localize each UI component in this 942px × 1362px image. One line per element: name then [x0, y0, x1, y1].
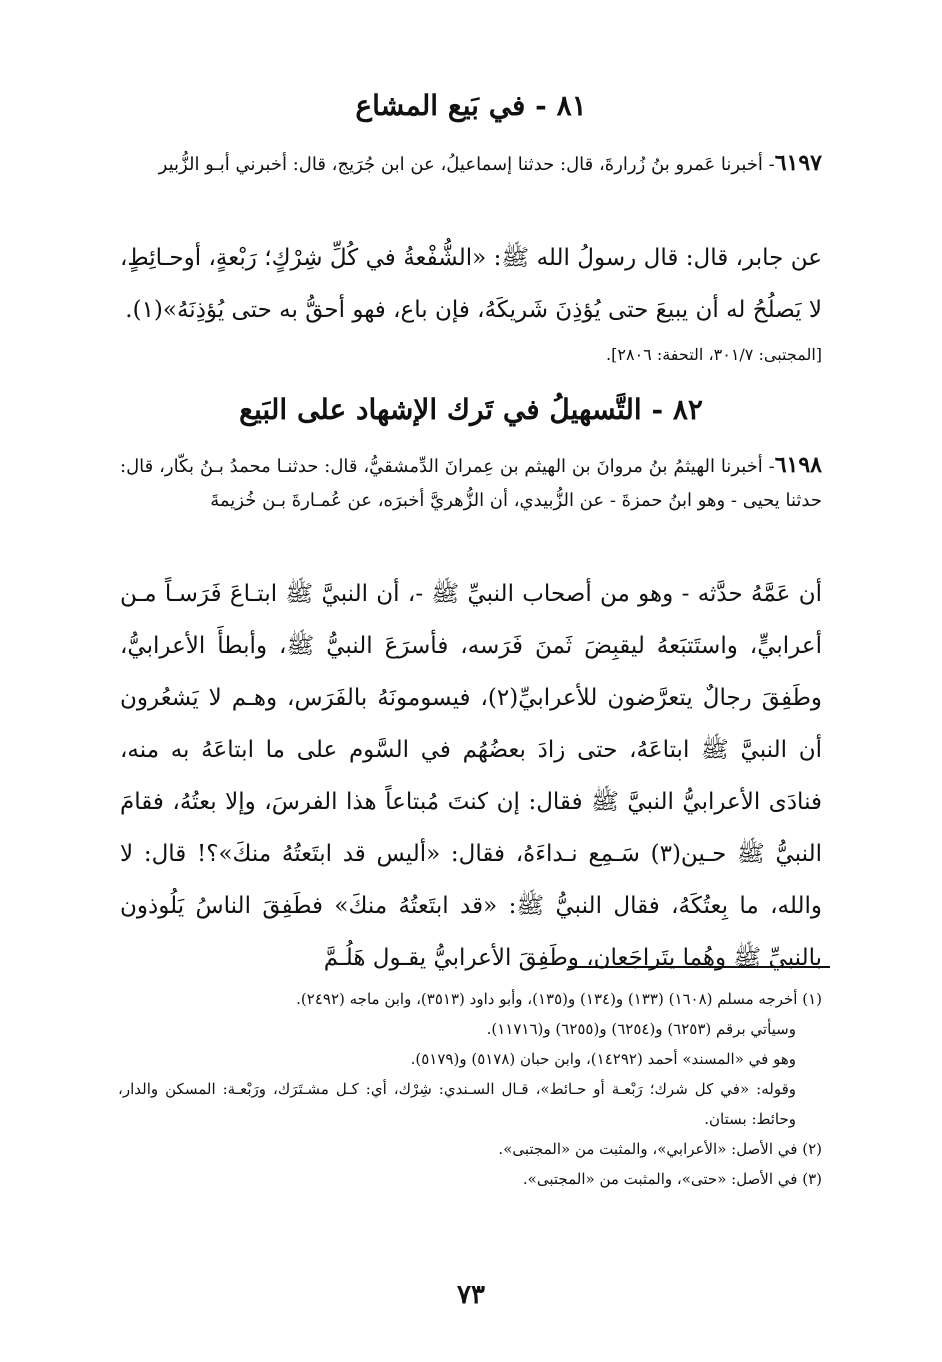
footnote-1-continued: وسيأتي برقم (٦٢٥٣) و(٦٢٥٤) و(٦٢٥٥) و(١١٧١٦).	[486, 1020, 796, 1038]
hadith-number: ٦١٩٨	[774, 452, 822, 478]
isnad-text: - أخبرنا الهيثمُ بنُ مروانَ بن الهيثم بن عِمرانَ الدِّمشقيُّ، قال: حدثنـا محمدُ بـنُ بكّار، قال: حدثنا يحيى - وهو ابنُ حمزةَ - عن الزُّبيدي، أن الزُّهريَّ أخبرَه، عن عُمـارةَ بـن خُزيمةَ	[120, 456, 822, 511]
footnote-1: (١) أخرجه مسلم (١٦٠٨) (١٣٣) و(١٣٤) و(١٣٥)، وأبو داود (٣٥١٣)، وابن ماجه (٢٤٩٢).	[296, 990, 822, 1008]
footnote-1-continued: وهو في «المسند» أحمد (١٤٢٩٢)، وابن حبان (٥١٧٨) و(٥١٧٩).	[410, 1050, 796, 1068]
footnotes	[118, 984, 822, 1194]
hadith-6198-matn: أن عَمَّهُ حدَّثه - وهو من أصحاب النبيِّ ﷺ -، أن النبيَّ ﷺ ابتـاعَ فَرَسـاً مـن أعرابيٍّ، واستَتبَعهُ ليقبِضَ ثَمنَ فَرَسه، فأسرَعَ النبيُّ ﷺ، وأبطأَ الأعرابيُّ، وطَفِقَ رجالٌ يتعرَّضون للأعرابيِّ(٢)، فيسومونَهُ بالفَرَس، وهـم لا يَشعُرون أن النبيَّ ﷺ ابتاعَهُ، حتى زادَ بعضُهُم في السَّوم على ما ابتاعَهُ به منه، فنادَى الأعرابيُّ النبيَّ ﷺ فقال: إن كنتَ مُبتاعاً هذا الفرسَ، وإلا بعتُهُ، فقامَ النبيُّ ﷺ حـين(٣) سَـمِع نـداءَهُ، فقال: «أليس قد ابتَعتُهُ منكَ»؟! قال: لا والله، ما بِعتُكَهُ، فقال النبيُّ ﷺ: «قد ابتَعتُهُ منكَ» فطَفِقَ الناسُ يَلُوذون بالنبيِّ ﷺ وهُما يتَراجَعان، وطَفِقَ الأعرابيُّ يقـول هَلُـمَّ	[120, 581, 822, 971]
footnote-3: (٣) في الأصل: «حتى»، والمثبت من «المجتبى».	[522, 1170, 822, 1188]
chapter-heading-82: ٨٢ - التَّسهيلُ في تَرك الإشهاد على البَيع	[239, 393, 703, 426]
hadith-6198-isnad	[120, 448, 822, 518]
hadith-6197-reference: [المجتبى: ٣٠١/٧، التحفة: ٢٨٠٦].	[606, 345, 822, 364]
chapter-heading-81: ٨١ - في بَيع المشاع	[355, 89, 587, 122]
footnote-2: (٢) في الأصل: «الأعرابي»، والمثبت من «المجتبى».	[498, 1140, 822, 1158]
footnote-1-explanation: وقوله: «في كل شرك؛ رَبْعـة أو حـائط»، قـال السـندي: شِرْك، أي: كـل مشـتَرَك، ورَبْعـة: المسكن والدار، وحائط: بستان.	[118, 1080, 796, 1128]
hadith-number: ٦١٩٧	[774, 150, 822, 176]
hadith-6197-matn: عن جابر، قال: قال رسولُ الله ﷺ: «الشُّفْعةُ في كُلِّ شِرْكٍ؛ رَبْعةٍ، أوحـائِطٍ، لا يَصلُحُ له أن يبيعَ حتى يُؤذِنَ شَريكَهُ، فإن باع، فهو أحقُّ به حتى يُؤذِنَهُ»(١).	[120, 245, 822, 323]
hadith-6197-isnad	[120, 146, 822, 182]
page-number: ٧٣	[457, 1280, 485, 1310]
isnad-text: - أخبرنا عَمرو بنُ زُرارةَ، قال: حدثنا إسماعيلُ، عن ابن جُرَيج، قال: أخبرني أبـو الزُّبير	[158, 154, 775, 175]
footnote-separator	[568, 966, 830, 968]
